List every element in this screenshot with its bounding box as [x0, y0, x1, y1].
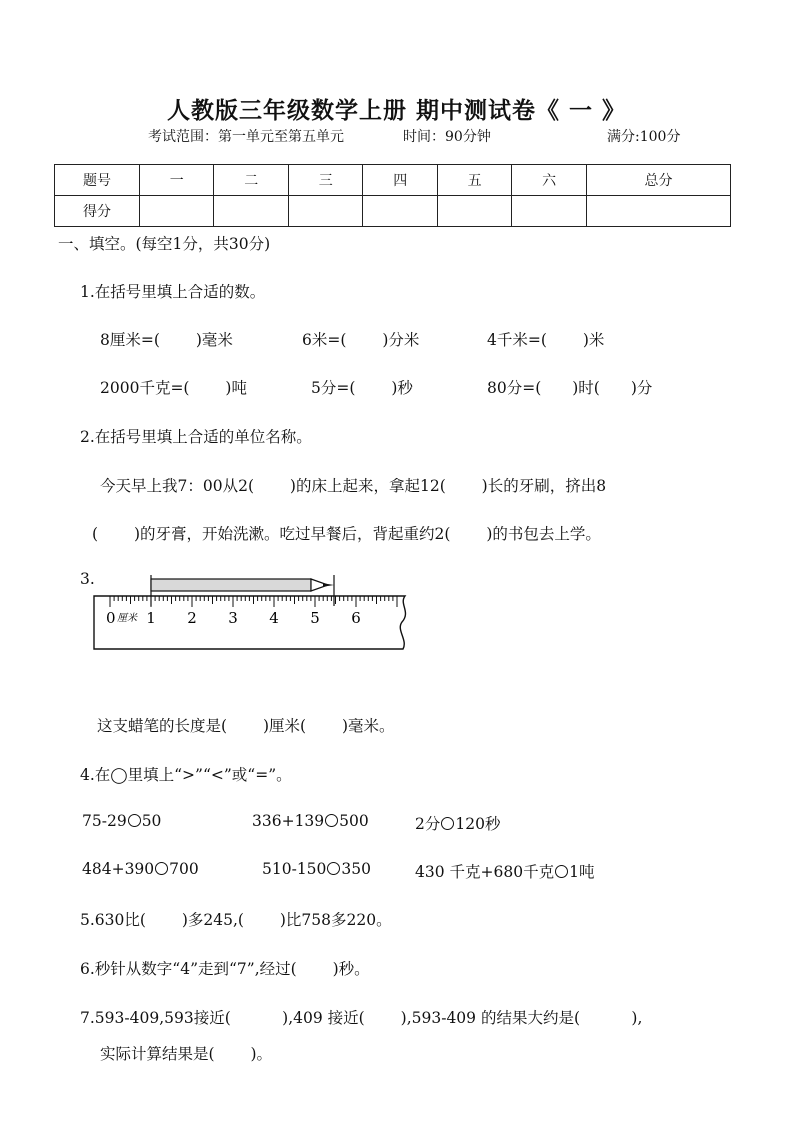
q4-item-right: 500 [339, 812, 369, 830]
compare-circle[interactable] [128, 814, 141, 827]
score-cell[interactable] [512, 196, 586, 227]
q5: 5.630比( )多245,( )比758多220。 [80, 911, 392, 929]
ruler-label: 6 [351, 609, 361, 627]
ruler-figure [90, 570, 412, 652]
q4-item-right: 350 [341, 860, 372, 878]
score-cell[interactable] [437, 196, 511, 227]
ruler-label: 1 [146, 609, 156, 627]
q4-item-left: 510-150 [262, 860, 327, 878]
score-cell[interactable] [214, 196, 288, 227]
score-cell[interactable] [363, 196, 437, 227]
score-header-cell: 题号 [55, 165, 140, 196]
score-row-label: 得分 [55, 196, 140, 227]
q4-title: 4.在◯里填上“>”“<”或“=”。 [80, 766, 292, 784]
score-header-cell: 总分 [586, 165, 730, 196]
score-header-cell: 二 [214, 165, 288, 196]
score-header-cell: 六 [512, 165, 586, 196]
q2-line-1: 今天早上我7：00从2( )的床上起来，拿起12( )长的牙刷，挤出8 [100, 477, 607, 495]
score-header-cell: 一 [140, 165, 214, 196]
q1-item: 6米=( )分米 [302, 331, 420, 349]
q4-item [415, 812, 500, 834]
compare-circle[interactable] [155, 862, 168, 875]
q4-item [82, 812, 161, 830]
q1-item: 80分=( )时( )分 [487, 379, 653, 397]
q4-item-left: 430 千克+680千克 [415, 863, 555, 881]
compare-circle[interactable] [555, 865, 568, 878]
q4-item-right: 50 [141, 812, 162, 830]
q1-item: 4千米=( )米 [487, 331, 605, 349]
q2-line-2: ( )的牙膏，开始洗漱。吃过早餐后，背起重约2( )的书包去上学。 [92, 525, 601, 543]
compare-circle[interactable] [325, 814, 338, 827]
exam-scope: 考试范围：第一单元至第五单元 [148, 129, 344, 145]
exam-time: 时间：90分钟 [403, 129, 491, 145]
q4-item-right: 120秒 [455, 815, 501, 833]
q3-number: 3. [80, 570, 95, 588]
score-cell[interactable] [586, 196, 730, 227]
section-1-heading: 一、填空。(每空1分，共30分) [58, 235, 271, 253]
exam-full-score: 满分:100分 [607, 129, 681, 145]
q4-item-left: 484+390 [82, 860, 155, 878]
q4-item [415, 860, 594, 882]
q4-item-right: 1吨 [569, 863, 595, 881]
q4-item [262, 860, 371, 878]
score-header-cell: 五 [437, 165, 511, 196]
q4-item [82, 860, 199, 878]
q1-item: 5分=( )秒 [311, 379, 413, 397]
score-header-cell: 三 [288, 165, 362, 196]
ruler-label: 0 [106, 609, 116, 627]
q4-item-left: 2分 [415, 815, 441, 833]
q1-item: 2000千克=( )吨 [100, 379, 247, 397]
ruler-label: 4 [269, 609, 279, 627]
compare-circle[interactable] [327, 862, 340, 875]
page-title: 人教版三年级数学上册 期中测试卷《 一 》 [166, 98, 627, 124]
compare-circle[interactable] [441, 817, 454, 830]
ruler-unit-label: 厘米 [117, 613, 137, 624]
q4-item [252, 812, 369, 830]
score-table [54, 164, 731, 227]
score-header-cell: 四 [363, 165, 437, 196]
q2-title: 2.在括号里填上合适的单位名称。 [80, 428, 312, 446]
q4-item-left: 336+139 [252, 812, 325, 830]
q1-item: 8厘米=( )毫米 [100, 331, 233, 349]
q4-item-left: 75-29 [82, 812, 127, 830]
score-table-score-row [55, 196, 731, 227]
q7-line-1: 7.593-409,593接近( ),409 接近( ),593-409 的结果大约是( ), [80, 1009, 643, 1027]
q3-answer: 这支蜡笔的长度是( )厘米( )毫米。 [97, 717, 395, 735]
q7-line-2: 实际计算结果是( )。 [100, 1045, 273, 1063]
ruler-label: 5 [310, 609, 320, 627]
ruler-label: 3 [228, 609, 238, 627]
q6: 6.秒针从数字“4”走到“7”,经过( )秒。 [80, 960, 370, 978]
score-table-header-row [55, 165, 731, 196]
ruler-label: 2 [187, 609, 197, 627]
score-cell[interactable] [140, 196, 214, 227]
score-cell[interactable] [288, 196, 362, 227]
q1-title: 1.在括号里填上合适的数。 [80, 283, 266, 301]
q4-item-right: 700 [169, 860, 199, 878]
